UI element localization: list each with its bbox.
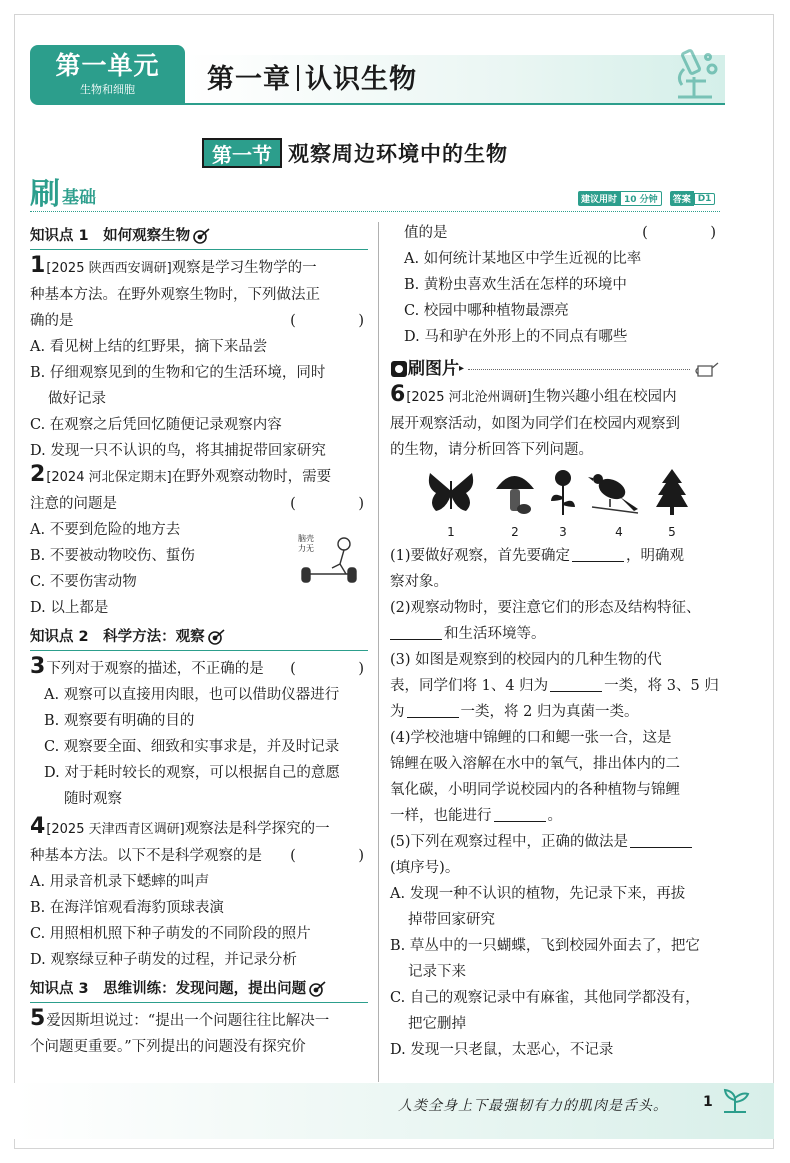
- chapter-separator: [297, 65, 299, 91]
- option-d[interactable]: D. 对于耗时较长的观察，可以根据自己的意愿: [44, 765, 340, 781]
- time-value: 10 分钟: [620, 191, 662, 206]
- organism-label-3: 3: [559, 525, 567, 539]
- organism-label-5: 5: [668, 525, 676, 539]
- blank-2[interactable]: [390, 625, 442, 640]
- right-column: [390, 220, 740, 1063]
- question-source: [2024 河北保定期末]: [46, 470, 172, 485]
- question-number: 3: [30, 654, 46, 679]
- target-icon: [193, 228, 211, 244]
- answer-blank[interactable]: ( ): [642, 225, 740, 241]
- header-divider: [30, 211, 720, 212]
- option-b[interactable]: B. 观察要有明确的目的: [44, 713, 195, 729]
- picture-section-label: 刷图片: [408, 359, 459, 379]
- page-number: 1: [703, 1094, 713, 1110]
- answer-label: 答案: [670, 191, 694, 206]
- unit-badge: [30, 45, 185, 105]
- option-b[interactable]: B. 在海洋馆观看海豹顶球表演: [30, 900, 224, 916]
- chapter-number: 第一章: [207, 64, 291, 95]
- mushroom-icon: [494, 469, 536, 515]
- basic-char: 基础: [62, 188, 96, 208]
- question-3: 3下列对于观察的描述，不正确的是 ( ) A. 观察可以直接用肉眼，也可以借助仪器进行 B. 观察要有明确的目的 C. 观察要全面、细致和实事求是，并及时记录 D. 对于耗时较长的观察，可以根据自己的意愿 随时观察: [30, 654, 388, 807]
- knowledge-point-2: 知识点 2 科学方法：观察: [30, 625, 368, 651]
- basic-practice-label: [30, 178, 96, 212]
- section-number: 第一节: [202, 138, 282, 168]
- unit-subtitle: 生物和细胞: [80, 83, 135, 96]
- sprout-icon: [720, 1086, 750, 1114]
- option-d[interactable]: D. 马和驴在外形上的不同点有哪些: [404, 329, 628, 345]
- left-column: [30, 220, 388, 1060]
- option-a[interactable]: A. 用录音机录下蟋蟀的叫声: [30, 874, 210, 890]
- organism-label-1: 1: [447, 525, 455, 539]
- question-source: [2025 河北沧州调研]: [406, 390, 532, 405]
- organism-label-4: 4: [615, 525, 623, 539]
- question-5-continued: 值的是 ( ) A. 如何统计某地区中学生近视的比率 B. 黄粉虫喜欢生活在怎样的环境中 C. 校园中哪种植物最漂亮 D. 马和驴在外形上的不同点有哪些: [390, 220, 720, 350]
- option-b[interactable]: B. 不要被动物咬伤、蜇伤: [30, 548, 195, 564]
- question-number: 1: [30, 253, 46, 278]
- unit-title: 第一单元: [55, 51, 160, 80]
- option-c[interactable]: C. 观察要全面、细致和实事求是，并及时记录: [44, 739, 340, 755]
- picture-section-header: 刷图片 ▸: [390, 356, 720, 382]
- question-source: [2025 天津西青区调研]: [46, 822, 185, 837]
- blank-3a[interactable]: [550, 677, 602, 692]
- question-5: 5爱因斯坦说过：“提出一个问题往往比解决一 个问题更重要。”下列提出的问题没有探究价: [30, 1006, 330, 1055]
- section-title: [202, 137, 508, 169]
- chapter-name: 认识生物: [305, 64, 417, 95]
- blank-4[interactable]: [494, 807, 546, 822]
- answer-blank[interactable]: ( ): [290, 313, 388, 329]
- knowledge-point-3: 知识点 3 思维训练：发现问题，提出问题: [30, 977, 368, 1003]
- bird-icon: [588, 469, 642, 515]
- option-c[interactable]: C. 用照相机照下种子萌发的不同阶段的照片: [30, 926, 311, 942]
- question-number: 5: [30, 1006, 46, 1031]
- knowledge-point-1: 知识点 1 如何观察生物: [30, 224, 368, 250]
- butterfly-icon: [426, 469, 476, 515]
- option-a[interactable]: A. 如何统计某地区中学生近视的比率: [404, 251, 642, 267]
- question-6: 6[2025 河北沧州调研]生物兴趣小组在校园内 展开观察活动，如图为同学们在校园内观察到 的生物，请分析回答下列问题。 1 2 3 4 5 (1)要做好观察，首先要确定 ，明确观 察对象。 (2)观察动物时，要注意它们的形态及结构特征、 和生活环境等。 (3) 如图是观察到的校园内的几种生物的代 表，同学们将 1、4 归为 一类，将 3、5 归 为 一类，将 2 归为真菌一类。 (4)学校池塘中锦鲤的口和鳃一张一合，这是 锦鲤在吸入溶解在水中的氧气，排出体内的二 氧化碳，小明同学说校园内的各种植物与锦鲤 一样，也能进行 。 (5)下列在观察过程中，正确的做法是 (填序号)。 A. 发现一种不认识的植物，先记录下来，再拔 掉带回家研究 B. 草丛中的一只蝴蝶，飞到校园外面去了，把它 记录下来 C. 自己的观察记录中有麻雀，其他同学都没有， 把它删掉 D. 发现一只老鼠，太恶心，不记录: [390, 384, 720, 1063]
- chapter-title: [207, 62, 417, 98]
- answer-blank[interactable]: ( ): [290, 661, 388, 677]
- shua-char: 刷: [30, 177, 60, 212]
- option-c[interactable]: C. 在观察之后凭回忆随便记录观察内容: [30, 417, 282, 433]
- tree-icon: [654, 469, 690, 517]
- option-d[interactable]: D. 发现一只老鼠，太恶心，不记录: [390, 1042, 614, 1058]
- question-number: 2: [30, 462, 46, 487]
- image-icon: [390, 360, 408, 378]
- cartoon-illustration: [296, 530, 364, 590]
- option-c[interactable]: C. 自己的观察记录中有麻雀，其他同学都没有，: [390, 990, 700, 1006]
- option-a[interactable]: A. 不要到危险的地方去: [30, 522, 181, 538]
- section-name: 观察周边环境中的生物: [288, 142, 508, 166]
- option-b[interactable]: B. 黄粉虫喜欢生活在怎样的环境中: [404, 277, 627, 293]
- option-c[interactable]: C. 校园中哪种植物最漂亮: [404, 303, 569, 319]
- flower-icon: [548, 469, 578, 517]
- option-d[interactable]: D. 发现一只不认识的鸟，将其捕捉带回家研究: [30, 443, 326, 459]
- answer-blank[interactable]: ( ): [290, 496, 388, 512]
- option-a[interactable]: A. 发现一种不认识的植物，先记录下来，再拔: [390, 886, 686, 902]
- answer-page: D1: [694, 193, 716, 205]
- column-divider: [378, 222, 379, 1082]
- option-a[interactable]: A. 观察可以直接用肉眼，也可以借助仪器进行: [44, 687, 340, 703]
- target-icon: [309, 981, 327, 997]
- blank-3b[interactable]: [407, 703, 459, 718]
- organism-figure: [390, 469, 720, 539]
- microscope-icon: [668, 47, 722, 103]
- footer-quote: 人类全身上下最强韧有力的肌肉是舌头。: [398, 1098, 668, 1114]
- option-d[interactable]: D. 以上都是: [30, 600, 109, 616]
- option-c[interactable]: C. 不要伤害动物: [30, 574, 137, 590]
- answer-blank[interactable]: ( ): [290, 848, 388, 864]
- question-number: 4: [30, 814, 46, 839]
- option-b[interactable]: B. 草丛中的一只蝴蝶，飞到校园外面去了，把它: [390, 938, 700, 954]
- option-a[interactable]: A. 看见树上结的红野果，摘下来品尝: [30, 339, 268, 355]
- time-label: 建议用时: [578, 191, 620, 206]
- option-d[interactable]: D. 观察绿豆种子萌发的过程，并记录分析: [30, 952, 297, 968]
- target-icon: [208, 629, 226, 645]
- blank-5[interactable]: [630, 833, 692, 848]
- watering-can-icon: [694, 358, 720, 380]
- question-number: 6: [390, 382, 406, 407]
- organism-label-2: 2: [511, 525, 519, 539]
- question-source: [2025 陕西西安调研]: [46, 261, 172, 276]
- question-2: 2[2024 河北保定期末]在野外观察动物时，需要 注意的问题是 ( ) A. 不要到危险的地方去 B. 不要被动物咬伤、蜇伤 C. 不要伤害动物 D. 以上都是: [30, 464, 368, 621]
- blank-1[interactable]: [572, 547, 624, 562]
- option-b[interactable]: B. 仔细观察见到的生物和它的生活环境，同时: [30, 365, 326, 381]
- time-badges: [578, 191, 715, 206]
- question-4: 4[2025 天津西青区调研]观察法是科学探究的一 种基本方法。以下不是科学观察的是 ( ) A. 用录音机录下蟋蟀的叫声 B. 在海洋馆观看海豹顶球表演 C. 用照相机照下种子萌发的不同阶段的照片 D. 观察绿豆种子萌发的过程，并记录分析: [30, 816, 368, 973]
- question-1: 1[2025 陕西西安调研]观察是学习生物学的一 种基本方法。在野外观察生物时，下列做法正 确的是 ( ) A. 看见树上结的红野果，摘下来品尝 B. 仔细观察见到的生物和它的生活环境，同时 做好记录 C. 在观察之后凭回忆随便记录观察内容 D. 发现一只不认识的鸟，将其捕捉带回家研究: [30, 255, 368, 464]
- cartoon-caption: 脑壳力无: [298, 534, 314, 553]
